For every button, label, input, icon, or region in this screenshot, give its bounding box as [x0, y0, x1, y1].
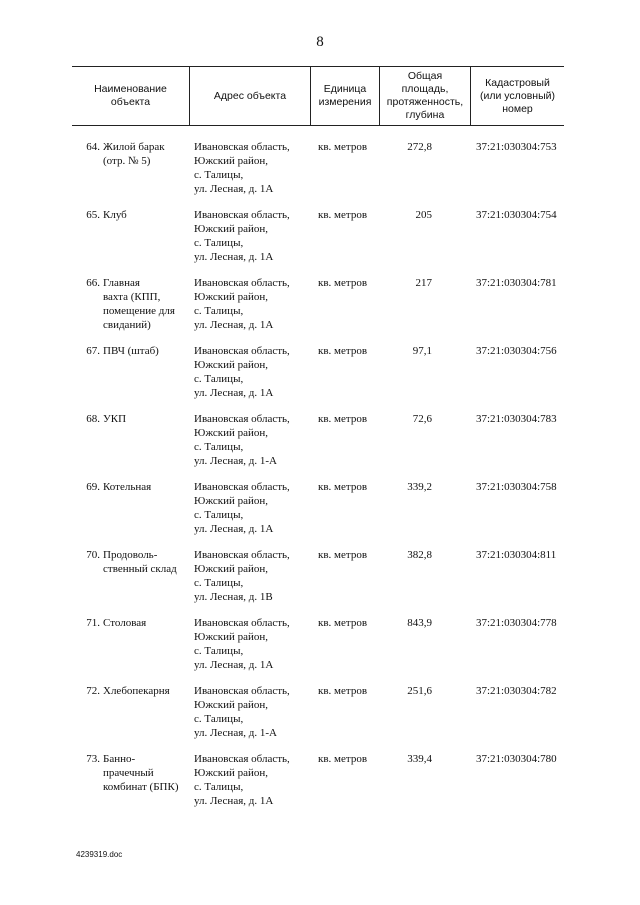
text-line: ственный склад: [103, 563, 177, 575]
object-area: 97,1: [412, 345, 432, 357]
row-number: 70.: [86, 549, 100, 561]
text-line: Южский район,: [194, 223, 268, 235]
object-area: 272,8: [407, 141, 432, 153]
object-address: [194, 412, 310, 468]
object-name: [103, 752, 193, 794]
text-line: ул. Лесная, д. 1В: [194, 591, 273, 603]
text-line: с. Талицы,: [194, 509, 244, 521]
text-line: с. Талицы,: [194, 713, 244, 725]
object-address: [194, 616, 310, 672]
object-name: [103, 616, 193, 630]
text-line: Общая: [407, 70, 443, 82]
text-line: Наименование: [94, 83, 167, 95]
text-line: ул. Лесная, д. 1А: [194, 387, 274, 399]
text-line: Хлебопекарня: [103, 685, 170, 697]
text-line: протяженность,: [386, 96, 464, 108]
cadastral-number: 37:21:030304:756: [476, 345, 557, 357]
text-line: ПВЧ (штаб): [103, 345, 159, 357]
text-line: площадь,: [401, 83, 449, 95]
table-row: [72, 616, 564, 684]
table-row: [72, 548, 564, 616]
object-area: 339,4: [407, 753, 432, 765]
row-number: 69.: [86, 481, 100, 493]
text-line: с. Талицы,: [194, 373, 244, 385]
measure-unit: кв. метров: [318, 685, 368, 697]
text-line: Южский район,: [194, 767, 268, 779]
object-address: [194, 208, 310, 264]
text-line: Продоволь-: [103, 549, 158, 561]
object-address: [194, 684, 310, 740]
text-line: номер: [502, 102, 533, 115]
object-name: [103, 276, 193, 332]
object-name: [103, 412, 193, 426]
table-row: [72, 684, 564, 752]
text-line: с. Талицы,: [194, 237, 244, 249]
text-line: Столовая: [103, 617, 147, 629]
text-line: Единица: [323, 83, 367, 95]
object-address: [194, 140, 310, 196]
measure-unit: кв. метров: [318, 277, 368, 289]
object-name: [103, 140, 193, 168]
text-line: Ивановская область,: [194, 481, 290, 493]
table-row: [72, 344, 564, 412]
object-address: [194, 480, 310, 536]
text-line: Южский район,: [194, 427, 268, 439]
text-line: ул. Лесная, д. 1А: [194, 183, 274, 195]
text-line: с. Талицы,: [194, 305, 244, 317]
row-number: 64.: [86, 141, 100, 153]
text-line: Ивановская область,: [194, 413, 290, 425]
object-area: 382,8: [407, 549, 432, 561]
text-line: Ивановская область,: [194, 209, 290, 221]
property-table: [72, 66, 564, 820]
text-line: ул. Лесная, д. 1А: [194, 251, 274, 263]
cadastral-number: 37:21:030304:753: [476, 141, 557, 153]
object-area: 339,2: [407, 481, 432, 493]
object-name: [103, 344, 193, 358]
text-line: прачечный: [103, 767, 154, 779]
object-area: 72,6: [412, 413, 432, 425]
object-address: [194, 344, 310, 400]
row-number: 65.: [86, 209, 100, 221]
cadastral-number: 37:21:030304:811: [476, 549, 557, 561]
header-cadastral: [470, 67, 564, 125]
measure-unit: кв. метров: [318, 753, 368, 765]
text-line: Ивановская область,: [194, 617, 290, 629]
cadastral-number: 37:21:030304:783: [476, 413, 557, 425]
measure-unit: кв. метров: [318, 209, 368, 221]
object-area: 843,9: [407, 617, 432, 629]
table-row: [72, 480, 564, 548]
measure-unit: кв. метров: [318, 413, 368, 425]
table-row: [72, 752, 564, 820]
object-address: [194, 276, 310, 332]
cadastral-number: 37:21:030304:754: [476, 209, 557, 221]
text-line: Клуб: [103, 209, 127, 221]
text-line: вахта (КПП,: [103, 291, 161, 303]
object-name: [103, 684, 193, 698]
table-row: [72, 208, 564, 276]
text-line: Ивановская область,: [194, 141, 290, 153]
cadastral-number: 37:21:030304:781: [476, 277, 557, 289]
text-line: с. Талицы,: [194, 577, 244, 589]
measure-unit: кв. метров: [318, 617, 368, 629]
text-line: ул. Лесная, д. 1А: [194, 319, 274, 331]
cadastral-number: 37:21:030304:780: [476, 753, 557, 765]
text-line: с. Талицы,: [194, 781, 244, 793]
text-line: Главная: [103, 277, 140, 289]
cadastral-number: 37:21:030304:782: [476, 685, 557, 697]
text-line: Адрес объекта: [213, 89, 287, 102]
table-row: [72, 140, 564, 208]
object-area: 251,6: [407, 685, 432, 697]
text-line: с. Талицы,: [194, 441, 244, 453]
row-number: 66.: [86, 277, 100, 289]
text-line: ул. Лесная, д. 1А: [194, 523, 274, 535]
header-name: [72, 67, 189, 125]
object-address: [194, 752, 310, 808]
text-line: ул. Лесная, д. 1-А: [194, 455, 277, 467]
text-line: глубина: [405, 109, 445, 121]
object-area: 205: [415, 209, 432, 221]
text-line: Ивановская область,: [194, 277, 290, 289]
object-name: [103, 480, 193, 494]
cadastral-number: 37:21:030304:778: [476, 617, 557, 629]
text-line: ул. Лесная, д. 1А: [194, 659, 274, 671]
table-body: [72, 140, 564, 820]
text-line: ул. Лесная, д. 1-А: [194, 727, 277, 739]
text-line: Ивановская область,: [194, 685, 290, 697]
text-line: УКП: [103, 413, 127, 425]
text-line: Ивановская область,: [194, 753, 290, 765]
header-unit: [310, 67, 379, 125]
text-line: Южский район,: [194, 699, 268, 711]
text-line: помещение для: [103, 305, 175, 317]
text-line: Южский район,: [194, 631, 268, 643]
file-name: 4239319.doc: [76, 850, 123, 859]
text-line: Банно-: [103, 753, 136, 765]
text-line: с. Талицы,: [194, 645, 244, 657]
row-number: 68.: [86, 413, 100, 425]
text-line: (или условный): [479, 89, 556, 102]
text-line: Южский район,: [194, 291, 268, 303]
object-name: [103, 208, 193, 222]
row-number: 72.: [86, 685, 100, 697]
text-line: Южский район,: [194, 495, 268, 507]
text-line: Южский район,: [194, 359, 268, 371]
text-line: (отр. № 5): [103, 155, 151, 167]
text-line: Кадастровый: [485, 76, 550, 89]
text-line: комбинат (БПК): [103, 781, 179, 793]
page-number: 8: [316, 34, 324, 50]
measure-unit: кв. метров: [318, 345, 368, 357]
text-line: с. Талицы,: [194, 169, 244, 181]
text-line: Южский район,: [194, 155, 268, 167]
text-line: измерения: [318, 96, 372, 108]
text-line: объекта: [110, 96, 151, 108]
text-line: Ивановская область,: [194, 549, 290, 561]
table-row: [72, 276, 564, 344]
row-number: 67.: [86, 345, 100, 357]
row-number: 73.: [86, 753, 100, 765]
text-line: ул. Лесная, д. 1А: [194, 795, 274, 807]
row-number: 71.: [86, 617, 100, 629]
measure-unit: кв. метров: [318, 141, 368, 153]
header-address: [189, 67, 310, 125]
text-line: Жилой барак: [103, 141, 165, 153]
measure-unit: кв. метров: [318, 549, 368, 561]
object-address: [194, 548, 310, 604]
measure-unit: кв. метров: [318, 481, 368, 493]
object-area: 217: [415, 277, 432, 289]
text-line: Ивановская область,: [194, 345, 290, 357]
object-name: [103, 548, 193, 576]
text-line: Котельная: [103, 481, 152, 493]
table-header: [72, 66, 564, 126]
cadastral-number: 37:21:030304:758: [476, 481, 557, 493]
text-line: Южский район,: [194, 563, 268, 575]
header-area: [379, 67, 470, 125]
table-row: [72, 412, 564, 480]
text-line: свиданий): [103, 319, 151, 331]
